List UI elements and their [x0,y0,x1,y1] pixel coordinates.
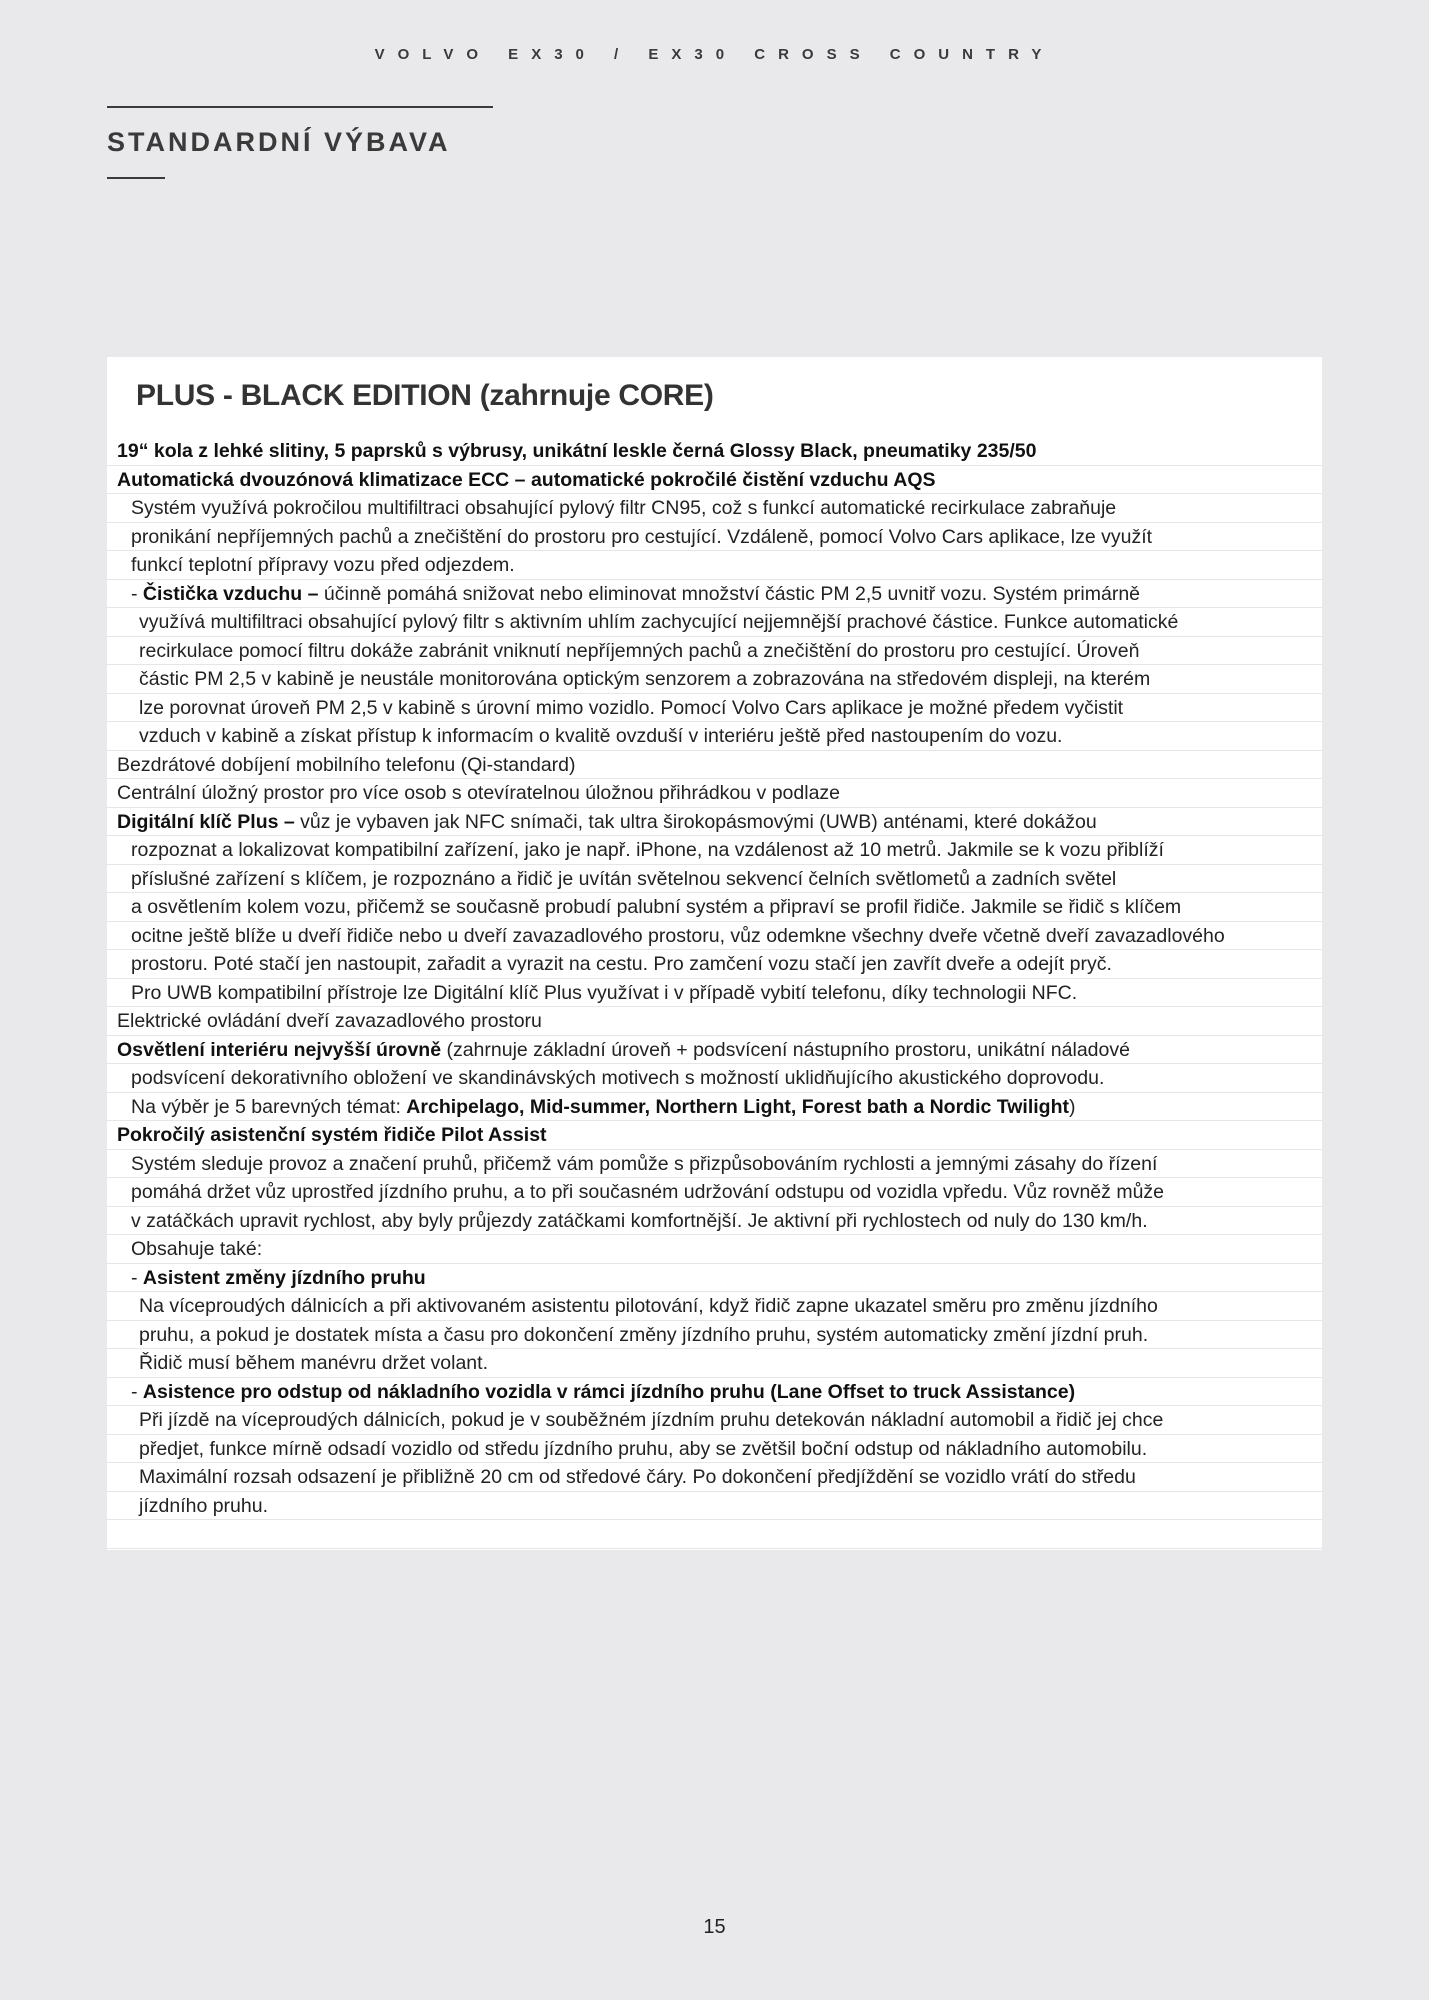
item-text: v zatáčkách upravit rychlost, aby byly průjezdy zatáčkami komfortnější. Je aktivní při rychlostech od nuly do 130 km/h. [131,1209,1148,1232]
item-text: Elektrické ovládání dveří zavazadlového prostoru [117,1010,542,1032]
item-emphasis: Automatická dvouzónová klimatizace ECC – automatické pokročilé čistění vzduchu AQS [117,468,936,491]
item-text: pronikání nepříjemných pachů a znečištění do prostoru pro cestující. Vzdáleně, pomocí Volvo Cars aplikace, lze využít [131,525,1153,548]
item-text: ocitne ještě blíže u dveří řidiče nebo u dveří zavazadlového prostoru, vůz odemkne všechny dveře včetně dveří zavazadlového [131,924,1225,947]
item-text: využívá multifiltraci obsahující pylový filtr s aktivním uhlím zachycující nejjemnější prachové částice. Funkce automatické [139,611,1179,633]
page-number: 15 [703,1916,726,1938]
item-text: rozpoznat a lokalizovat kompatibilní zařízení, jako je např. iPhone, na vzdálenost až 10 metrů. Jakmile se k vozu přiblíží [131,839,1164,861]
list-item [107,1235,1322,1264]
item-emphasis: Archipelago, Mid-summer, Northern Light, Forest bath a Nordic Twilight [406,1095,1069,1118]
list-item [107,1093,1322,1122]
item-text: funkcí teplotní přípravy vozu před odjezdem. [131,554,515,576]
list-item [107,637,1322,666]
item-text: recirkulace pomocí filtru dokáže zabránit vniknutí nepříjemných pachů a znečištění do prostoru pro cestující. Úroveň [139,639,1140,662]
list-item [107,1264,1322,1293]
list-item [107,893,1322,922]
list-item [107,1292,1322,1321]
list-item [107,1150,1322,1179]
section-title: STANDARDNÍ VÝBAVA [107,127,451,157]
item-emphasis: 19“ kola z lehké slitiny, 5 paprsků s výbrusy, unikátní leskle černá Glossy Black, pneumatiky 235/50 [117,440,1037,462]
list-item [107,665,1322,694]
trim-title: PLUS - BLACK EDITION (zahrnuje CORE) [136,379,714,412]
item-text: vůz je vybaven jak NFC snímači, tak ultra širokopásmovými (UWB) anténami, které dokážou [294,810,1097,833]
item-text: Na výběr je 5 barevných témat: [131,1095,407,1118]
list-item [107,922,1322,951]
list-item [107,808,1322,837]
list-item [107,694,1322,723]
list-item [107,1036,1322,1065]
item-emphasis: Asistent změny jízdního pruhu [142,1266,426,1289]
item-text: podsvícení dekorativního obložení ve skandinávských motivech s možností uklidňujícího akustického doprovodu. [131,1067,1105,1089]
item-text: Bezdrátové dobíjení mobilního telefonu (Qi-standard) [117,753,576,776]
header-rule [107,106,493,108]
item-text: pruhu, a pokud je dostatek místa a času pro dokončení změny jízdního pruhu, systém automaticky změní jízdní pruh. [139,1323,1149,1346]
list-item [107,580,1322,609]
list-item [107,1406,1322,1435]
item-emphasis: Osvětlení interiéru nejvyšší úrovně [117,1038,442,1061]
list-item [107,865,1322,894]
item-text: a osvětlením kolem vozu, přičemž se současně probudí palubní systém a připraví se profil řidiče. Jakmile se řidič s klíčem [131,896,1182,918]
item-text: Systém využívá pokročilou multifiltraci obsahující pylový filtr CN95, což s funkcí automatické recirkulace zabraňuje [131,497,1117,519]
item-text: účinně pomáhá snižovat nebo eliminovat množství částic PM 2,5 uvnitř vozu. Systém primárně [318,582,1141,605]
list-item [107,950,1322,979]
list-item [107,1378,1322,1407]
list-item [107,494,1322,523]
equipment-card [107,357,1322,1550]
list-item [107,523,1322,552]
list-item [107,1463,1322,1492]
item-emphasis: Pokročilý asistenční systém řidiče Pilot Assist [117,1124,547,1146]
item-text: prostoru. Poté stačí jen nastoupit, zařadit a vyrazit na cestu. Pro zamčení vozu stačí jen zavřít dveře a odejít pryč. [131,953,1112,975]
list-item [107,551,1322,580]
item-text: - [131,1380,143,1403]
item-text: příslušné zařízení s klíčem, je rozpoznáno a řidič je uvítán světelnou sekvencí čelních světlometů a zadních světel [131,867,1117,890]
list-item [107,722,1322,751]
item-text: Maximální rozsah odsazení je přibližně 20 cm od středové čáry. Po dokončení předjíždění se vozidlo vrátí do středu [139,1466,1136,1488]
item-text: Centrální úložný prostor pro více osob s otevíratelnou úložnou přihrádkou v podlaze [117,782,841,804]
item-emphasis: Asistence pro odstup od nákladního vozidla v rámci jízdního pruhu (Lane Offset to truck Assistance) [142,1380,1076,1403]
item-text: lze porovnat úroveň PM 2,5 v kabině s úrovní mimo vozidlo. Pomocí Volvo Cars aplikace je možné předem vyčistit [139,696,1124,719]
item-text: Obsahuje také: [131,1238,263,1260]
brand-header: VOLVO EX30 / EX30 CROSS COUNTRY [374,46,1055,63]
item-text: - [131,1266,143,1289]
item-text: předjet, funkce mírně odsadí vozidlo od středu jízdního pruhu, aby se zvětšil boční odstup od nákladního automobilu. [139,1437,1148,1460]
list-item [107,1121,1322,1150]
item-text: - [131,582,143,605]
item-emphasis: Digitální klíč Plus – [117,810,295,833]
section-title-underline [107,177,165,179]
item-text: pomáhá držet vůz uprostřed jízdního pruhu, a to při současném udržování odstupu od vozidla vpředu. Vůz rovněž může [131,1181,1165,1203]
item-text: Systém sleduje provoz a značení pruhů, přičemž vám pomůže s přizpůsobováním rychlosti a jemnými zásahy do řízení [131,1152,1158,1175]
list-item [107,1178,1322,1207]
list-item [107,751,1322,780]
list-item [107,1207,1322,1236]
list-item [107,1492,1322,1521]
item-text: ) [1068,1095,1076,1118]
item-text: Na víceproudých dálnicích a při aktivovaném asistentu pilotování, když řidič zapne ukazatel směru pro změnu jízdního [139,1295,1158,1317]
equipment-list [107,437,1322,1549]
list-item [107,466,1322,495]
list-item [107,1007,1322,1036]
list-item [107,1520,1322,1549]
list-item [107,608,1322,637]
list-item [107,1435,1322,1464]
list-item [107,1321,1322,1350]
list-item [107,437,1322,466]
list-item [107,1349,1322,1378]
item-text: Pro UWB kompatibilní přístroje lze Digitální klíč Plus využívat i v případě vybití telefonu, díky technologii NFC. [131,981,1078,1004]
list-item [107,1064,1322,1093]
item-text: částic PM 2,5 v kabině je neustále monitorována optickým senzorem a zobrazována na středovém displeji, na kterém [139,668,1151,690]
item-text: vzduch v kabině a získat přístup k informacím o kvalitě ovzduší v interiéru ještě před nastoupením do vozu. [139,725,1063,747]
item-text: (zahrnuje základní úroveň + podsvícení nástupního prostoru, unikátní náladové [441,1038,1130,1061]
list-item [107,979,1322,1008]
list-item [107,779,1322,808]
item-text: Řidič musí během manévru držet volant. [139,1352,488,1374]
list-item [107,836,1322,865]
item-text: Při jízdě na víceproudých dálnicích, pokud je v souběžném jízdním pruhu detekován nákladní automobil a řidič jej chce [139,1409,1164,1431]
item-emphasis: Čistička vzduchu – [142,582,319,605]
item-text: jízdního pruhu. [139,1494,269,1517]
